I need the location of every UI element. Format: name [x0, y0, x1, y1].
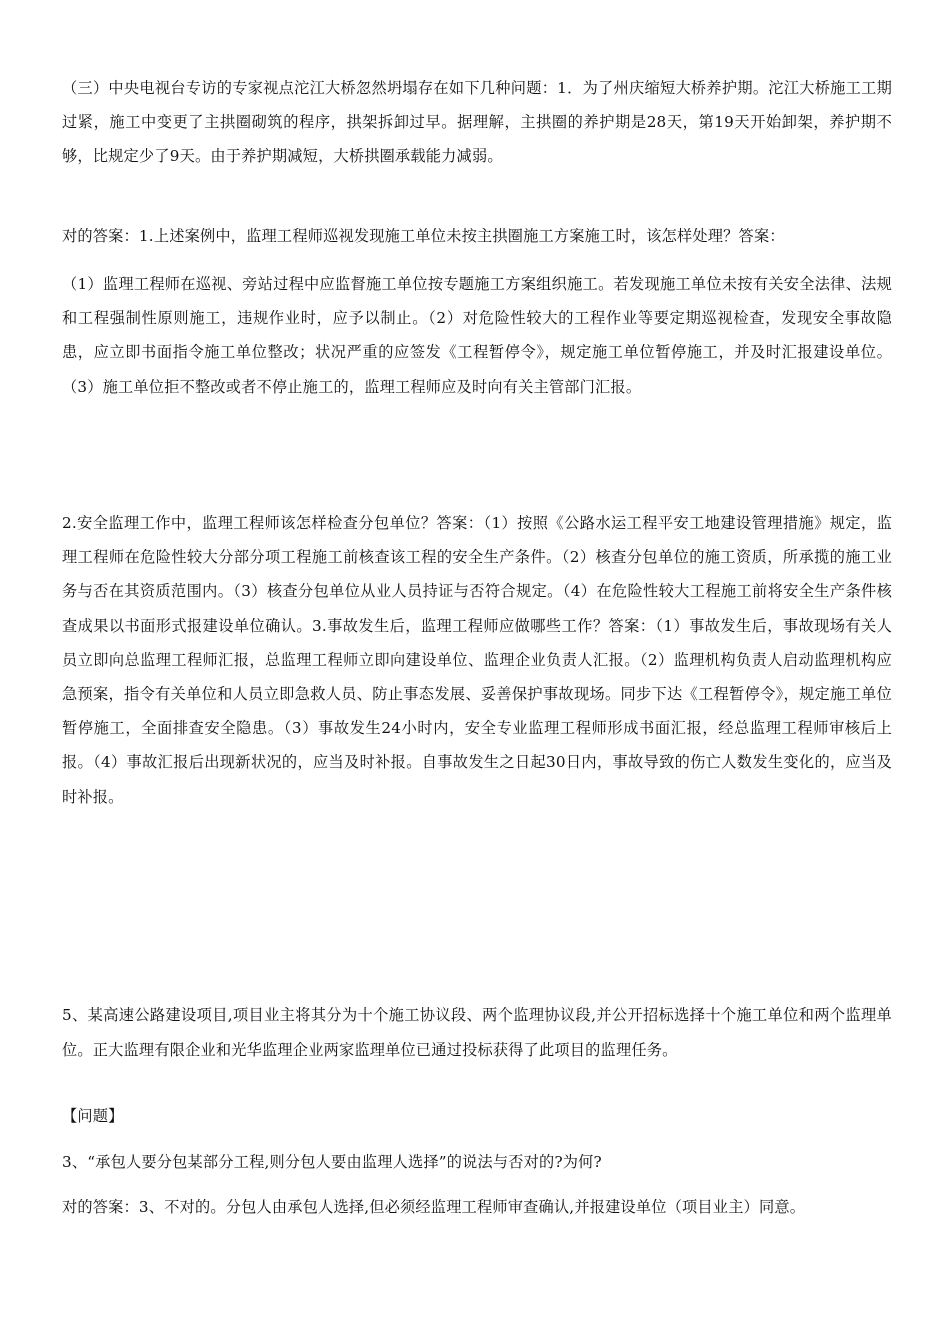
- paragraph-problem-heading: 【问题】: [62, 1107, 124, 1125]
- paragraph-case-5: 5、某高速公路建设项目,项目业主将其分为十个施工协议段、两个监理协议段,并公开招标选择十个施工单位和两个监理单位。正大监理有限企业和光华监理企业两家监理单位已通过投标获得了此项目的监理任务。: [62, 1006, 892, 1059]
- paragraph-question-answer-2-3: 2.安全监理工作中，监理工程师该怎样检查分包单位？答案：（1）按照《公路水运工程平安工地建设管理措施》规定，监理工程师在危险性较大分部分项工程施工前核查该工程的安全生产条件。（2）核查分包单位的施工资质，所承揽的施工业务与否在其资质范围内。（3）核查分包单位从业人员持证与否符合规定。（4）在危险性较大工程施工前将安全生产条件核查成果以书面形式报建设单位确认。3.事故发生后，监理工程师应做哪些工作？答案：（1）事故发生后，事故现场有关人员立即向总监理工程师汇报，总监理工程师立即向建设单位、监理企业负责人汇报。（2）监理机构负责人启动监理机构应急预案，指令有关单位和人员立即急救人员、防止事态发展、妥善保护事故现场。同步下达《工程暂停令》，规定施工单位暂停施工，全面排查安全隐患。（3）事故发生24小时内，安全专业监理工程师形成书面汇报，经总监理工程师审核后上报。（4）事故汇报后出现新状况的，应当及时补报。自事故发生之日起30日内，事故导致的伤亡人数发生变化的，应当及时补报。: [62, 514, 892, 806]
- paragraph-question-1: 对的答案：1.上述案例中，监理工程师巡视发现施工单位未按主拱圈施工方案施工时，该怎样处理？答案：: [62, 227, 785, 245]
- paragraph-answer-3: 对的答案：3、不对的。分包人由承包人选择,但必须经监理工程师审查确认,并报建设单位（项目业主）同意。: [62, 1198, 806, 1216]
- paragraph-question-3: 3、“承包人要分包某部分工程,则分包人要由监理人选择”的说法与否对的?为何?: [62, 1153, 602, 1171]
- paragraph-case-intro: （三）中央电视台专访的专家视点沱江大桥忽然坍塌存在如下几种问题：1．为了州庆缩短大桥养护期。沱江大桥施工工期过紧，施工中变更了主拱圈砌筑的程序，拱架拆卸过早。据理解，主拱圈的养护期是28天，第19天开始卸架，养护期不够，比规定少了9天。由于养护期减短，大桥拱圈承载能力减弱。: [62, 79, 892, 165]
- paragraph-answer-1: （1）监理工程师在巡视、旁站过程中应监督施工单位按专题施工方案组织施工。若发现施工单位未按有关安全法律、法规和工程强制性原则施工，违规作业时，应予以制止。（2）对危险性较大的工程作业等要定期巡视检查，发现安全事故隐患，应立即书面指令施工单位整改；状况严重的应签发《工程暂停令》，规定施工单位暂停施工，并及时汇报建设单位。（3）施工单位拒不整改或者不停止施工的，监理工程师应及时向有关主管部门汇报。: [62, 275, 892, 396]
